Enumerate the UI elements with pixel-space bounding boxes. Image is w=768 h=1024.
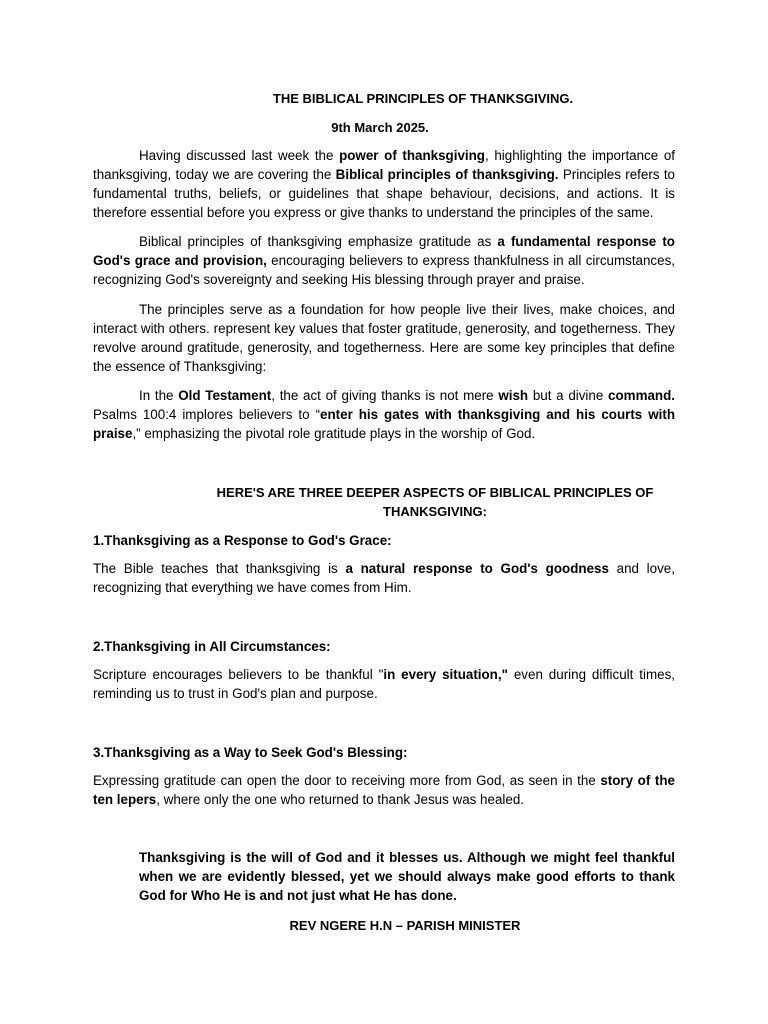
text-run: , the act of giving thanks is not mere — [271, 388, 499, 403]
paragraph-definition — [93, 232, 675, 289]
bold-run: story of the ten lepers — [93, 773, 675, 807]
closing-statement: Thanksgiving is the will of God and it blesses us. Although we might feel thankful when we are evidently blessed, yet we should always make good efforts to thank God for Who He is and not just what He has done. — [139, 850, 675, 903]
aspect-1-heading: 1.Thanksgiving as a Response to God's Grace: — [93, 533, 392, 548]
paragraph-old-testament — [93, 386, 675, 443]
aspect-1-text — [93, 559, 675, 597]
text-run: Psalms 100:4 implores believers to “ — [93, 407, 321, 422]
aspect-3-heading: 3.Thanksgiving as a Way to Seek God's Blessing: — [93, 745, 408, 760]
bold-run: wish — [498, 388, 529, 403]
aspects-heading: HERE'S ARE THREE DEEPER ASPECTS OF BIBLICAL PRINCIPLES OF THANKSGIVING: — [216, 485, 654, 519]
text-run: Having discussed last week the — [139, 148, 340, 163]
paragraph-foundation: The principles serve as a foundation for how people live their lives, make choices, and interact with others. represent key values that foster gratitude, generosity, and togetherness. They revolve around gratitude, generosity, and togetherness. Here are some key principles that define the essence of Thanksgiving: — [93, 302, 675, 374]
text-run: but a divine — [528, 388, 609, 403]
text-run: Scripture encourages believers to be thankful " — [93, 667, 384, 682]
text-run: even during difficult times, reminding us to trust in God's plan and purpose. — [93, 667, 675, 701]
text-run: ,” emphasizing the pivotal role gratitude plays in the worship of God. — [132, 426, 536, 441]
sermon-date: 9th March 2025. — [331, 120, 429, 135]
bold-run: a natural response to God's goodness — [345, 561, 609, 576]
paragraph-intro — [93, 146, 675, 222]
aspect-3-text — [93, 771, 675, 809]
text-run: Expressing gratitude can open the door to receiving more from God, as seen in the — [93, 773, 601, 788]
text-run: , where only the one who returned to thank Jesus was healed. — [156, 792, 524, 807]
bold-run: Old Testament — [178, 388, 272, 403]
bold-run: Biblical principles of thanksgiving. — [335, 167, 559, 182]
bold-run: command. — [608, 388, 675, 403]
signature: REV NGERE H.N – PARISH MINISTER — [289, 918, 521, 933]
bold-run: enter his gates with thanksgiving and his courts with praise — [93, 407, 675, 441]
aspect-2-text — [93, 665, 675, 703]
text-run: In the — [139, 388, 179, 403]
text-run: Biblical principles of thanksgiving emphasize gratitude as — [139, 234, 498, 249]
aspect-2-heading: 2.Thanksgiving in All Circumstances: — [93, 639, 331, 654]
page-title: THE BIBLICAL PRINCIPLES OF THANKSGIVING. — [272, 91, 574, 106]
bold-run: in every situation," — [383, 667, 508, 682]
bold-run: a fundamental response to God's grace and provision, — [93, 234, 675, 268]
text-run: , highlighting the importance of thanksgiving, today we are covering the — [93, 148, 675, 182]
text-run: and love, recognizing that everything we have comes from Him. — [93, 561, 675, 595]
text-run: The Bible teaches that thanksgiving is — [93, 561, 346, 576]
text-run: encouraging believers to express thankfulness in all circumstances, recognizing God's sovereignty and seeking His blessing through prayer and praise. — [93, 253, 675, 287]
bold-run: power of thanksgiving — [339, 148, 485, 163]
text-run: Principles refers to fundamental truths, beliefs, or guidelines that shape behaviour, decisions, and actions. It is therefore essential before you express or give thanks to understand the principles of the same. — [93, 167, 675, 220]
